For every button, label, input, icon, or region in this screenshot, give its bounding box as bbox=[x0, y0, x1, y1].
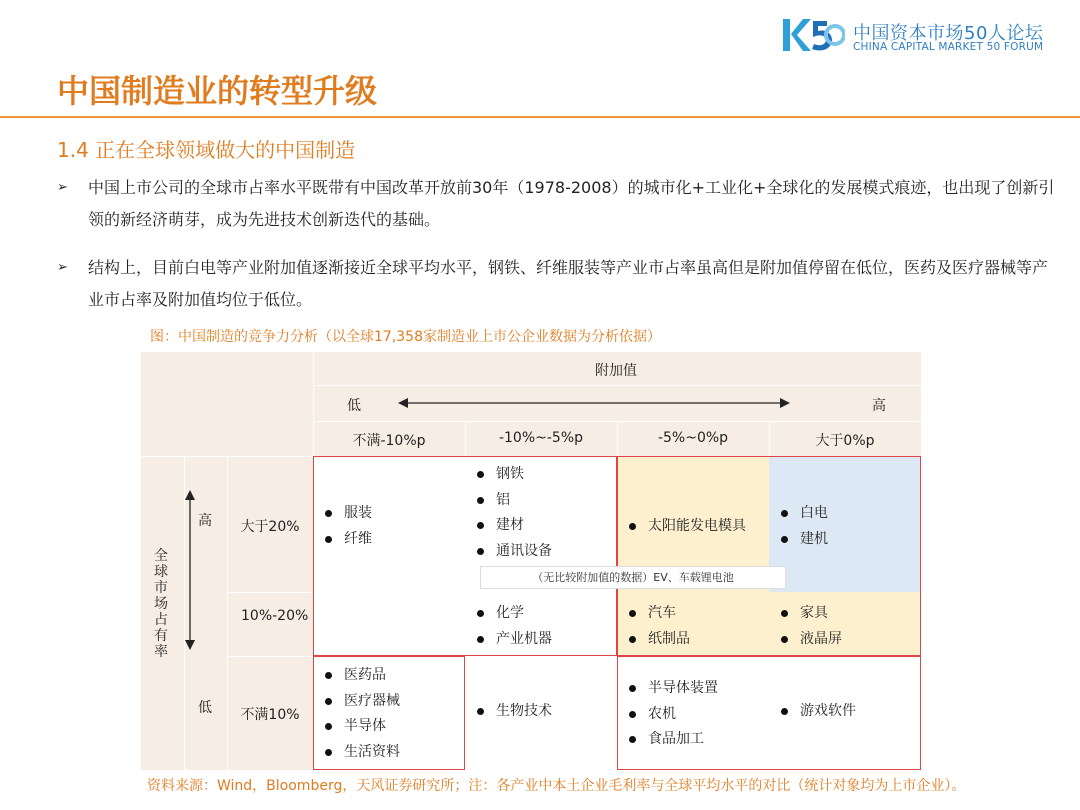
list-item: 太阳能发电模具 bbox=[626, 514, 746, 540]
list-item: 医疗器械 bbox=[322, 689, 400, 715]
region-border bbox=[313, 456, 617, 656]
x-axis-high-label: 高 bbox=[872, 398, 886, 414]
x-axis-title: 附加值 bbox=[595, 363, 637, 379]
arrow-bullet-icon: ➢ bbox=[57, 260, 68, 275]
list-item: 游戏软件 bbox=[778, 699, 856, 725]
y-axis-high-label: 高 bbox=[198, 513, 212, 529]
brand-name-en: CHINA CAPITAL MARKET 50 FORUM bbox=[853, 41, 1044, 53]
list-item: 农机 bbox=[626, 702, 718, 728]
list-item: 纸制品 bbox=[626, 627, 690, 653]
competitiveness-matrix bbox=[141, 352, 921, 770]
no-data-note: （无比较附加值的数据）EV、车载锂电池 bbox=[480, 566, 786, 589]
list-item: 建机 bbox=[778, 527, 828, 553]
bullet-text: 结构上，目前白电等产业附加值逐渐接近全球平均水平，钢铁、纤维服装等产业市占率虽高但是附加值停留在低位，医药及医疗器械等产业市占率及附加值均位于低位。 bbox=[88, 258, 1049, 309]
cell-items bbox=[322, 501, 372, 552]
list-item: 医药品 bbox=[322, 663, 400, 689]
row-header: 不满10% bbox=[240, 707, 300, 723]
cell-items bbox=[778, 601, 842, 652]
page-title: 中国制造业的转型升级 bbox=[57, 72, 378, 110]
list-item: 铝 bbox=[474, 488, 552, 514]
header-divider bbox=[227, 592, 313, 593]
cell-items bbox=[322, 663, 400, 765]
list-item: 服装 bbox=[322, 501, 372, 527]
column-header: -10%~-5%p bbox=[498, 430, 584, 446]
header-divider bbox=[227, 656, 313, 657]
list-item: 汽车 bbox=[626, 601, 690, 627]
list-item: 生活资料 bbox=[322, 740, 400, 766]
list-item: 纤维 bbox=[322, 527, 372, 553]
cell-items bbox=[626, 676, 718, 753]
cell-items bbox=[474, 699, 552, 725]
brand-name-cn: 中国资本市场50人论坛 bbox=[853, 23, 1044, 44]
list-item: 化学 bbox=[474, 601, 552, 627]
y-axis-low-label: 低 bbox=[198, 700, 212, 716]
k5-logo-icon bbox=[783, 17, 845, 53]
list-item: 半导体装置 bbox=[626, 676, 718, 702]
list-item: 产业机器 bbox=[474, 627, 552, 653]
y-axis-title: 全球市场占有率 bbox=[154, 548, 168, 660]
double-arrow-horizontal-icon bbox=[398, 395, 790, 411]
cell-items bbox=[626, 514, 746, 540]
row-header: 大于20% bbox=[240, 519, 300, 535]
column-header: 不满-10%p bbox=[352, 433, 426, 449]
forum-logo bbox=[783, 17, 1053, 55]
source-note: 资料来源：Wind，Bloomberg，天风证券研究所；注：各产业中本土企业毛利率与全球平均水平的对比（统计对象均为上市企业）。 bbox=[147, 778, 966, 794]
list-item: 食品加工 bbox=[626, 727, 718, 753]
title-divider bbox=[0, 116, 1080, 118]
cell-items bbox=[778, 699, 856, 725]
figure-caption: 图：中国制造的竞争力分析（以全球17,358家制造业上市公企业数据为分析依据） bbox=[150, 329, 661, 345]
column-header: -5%~0%p bbox=[657, 430, 729, 446]
bullet-text: 中国上市公司的全球市占率水平既带有中国改革开放前30年（1978-2008）的城市化+工业化+全球化的发展模式痕迹，也出现了创新引领的新经济萌芽，成为先进技术创新迭代的基础。 bbox=[88, 178, 1055, 229]
arrow-bullet-icon: ➢ bbox=[57, 180, 68, 195]
cell-items bbox=[626, 601, 690, 652]
cell-items bbox=[474, 601, 552, 652]
list-item: 建材 bbox=[474, 513, 552, 539]
list-item: 钢铁 bbox=[474, 462, 552, 488]
cell-items bbox=[778, 501, 828, 552]
list-item: 通讯设备 bbox=[474, 539, 552, 565]
list-item: 液晶屏 bbox=[778, 627, 842, 653]
list-item: 家具 bbox=[778, 601, 842, 627]
header-divider bbox=[313, 385, 921, 386]
row-header: 10%-20% bbox=[241, 608, 309, 624]
list-item: 半导体 bbox=[322, 714, 400, 740]
x-axis-low-label: 低 bbox=[347, 398, 361, 414]
list-item: 白电 bbox=[778, 501, 828, 527]
section-title: 1.4 正在全球领域做大的中国制造 bbox=[57, 138, 356, 162]
list-item: 生物技术 bbox=[474, 699, 552, 725]
column-header: 大于0%p bbox=[815, 433, 875, 449]
cell-items bbox=[474, 462, 552, 564]
double-arrow-vertical-icon bbox=[183, 490, 197, 650]
